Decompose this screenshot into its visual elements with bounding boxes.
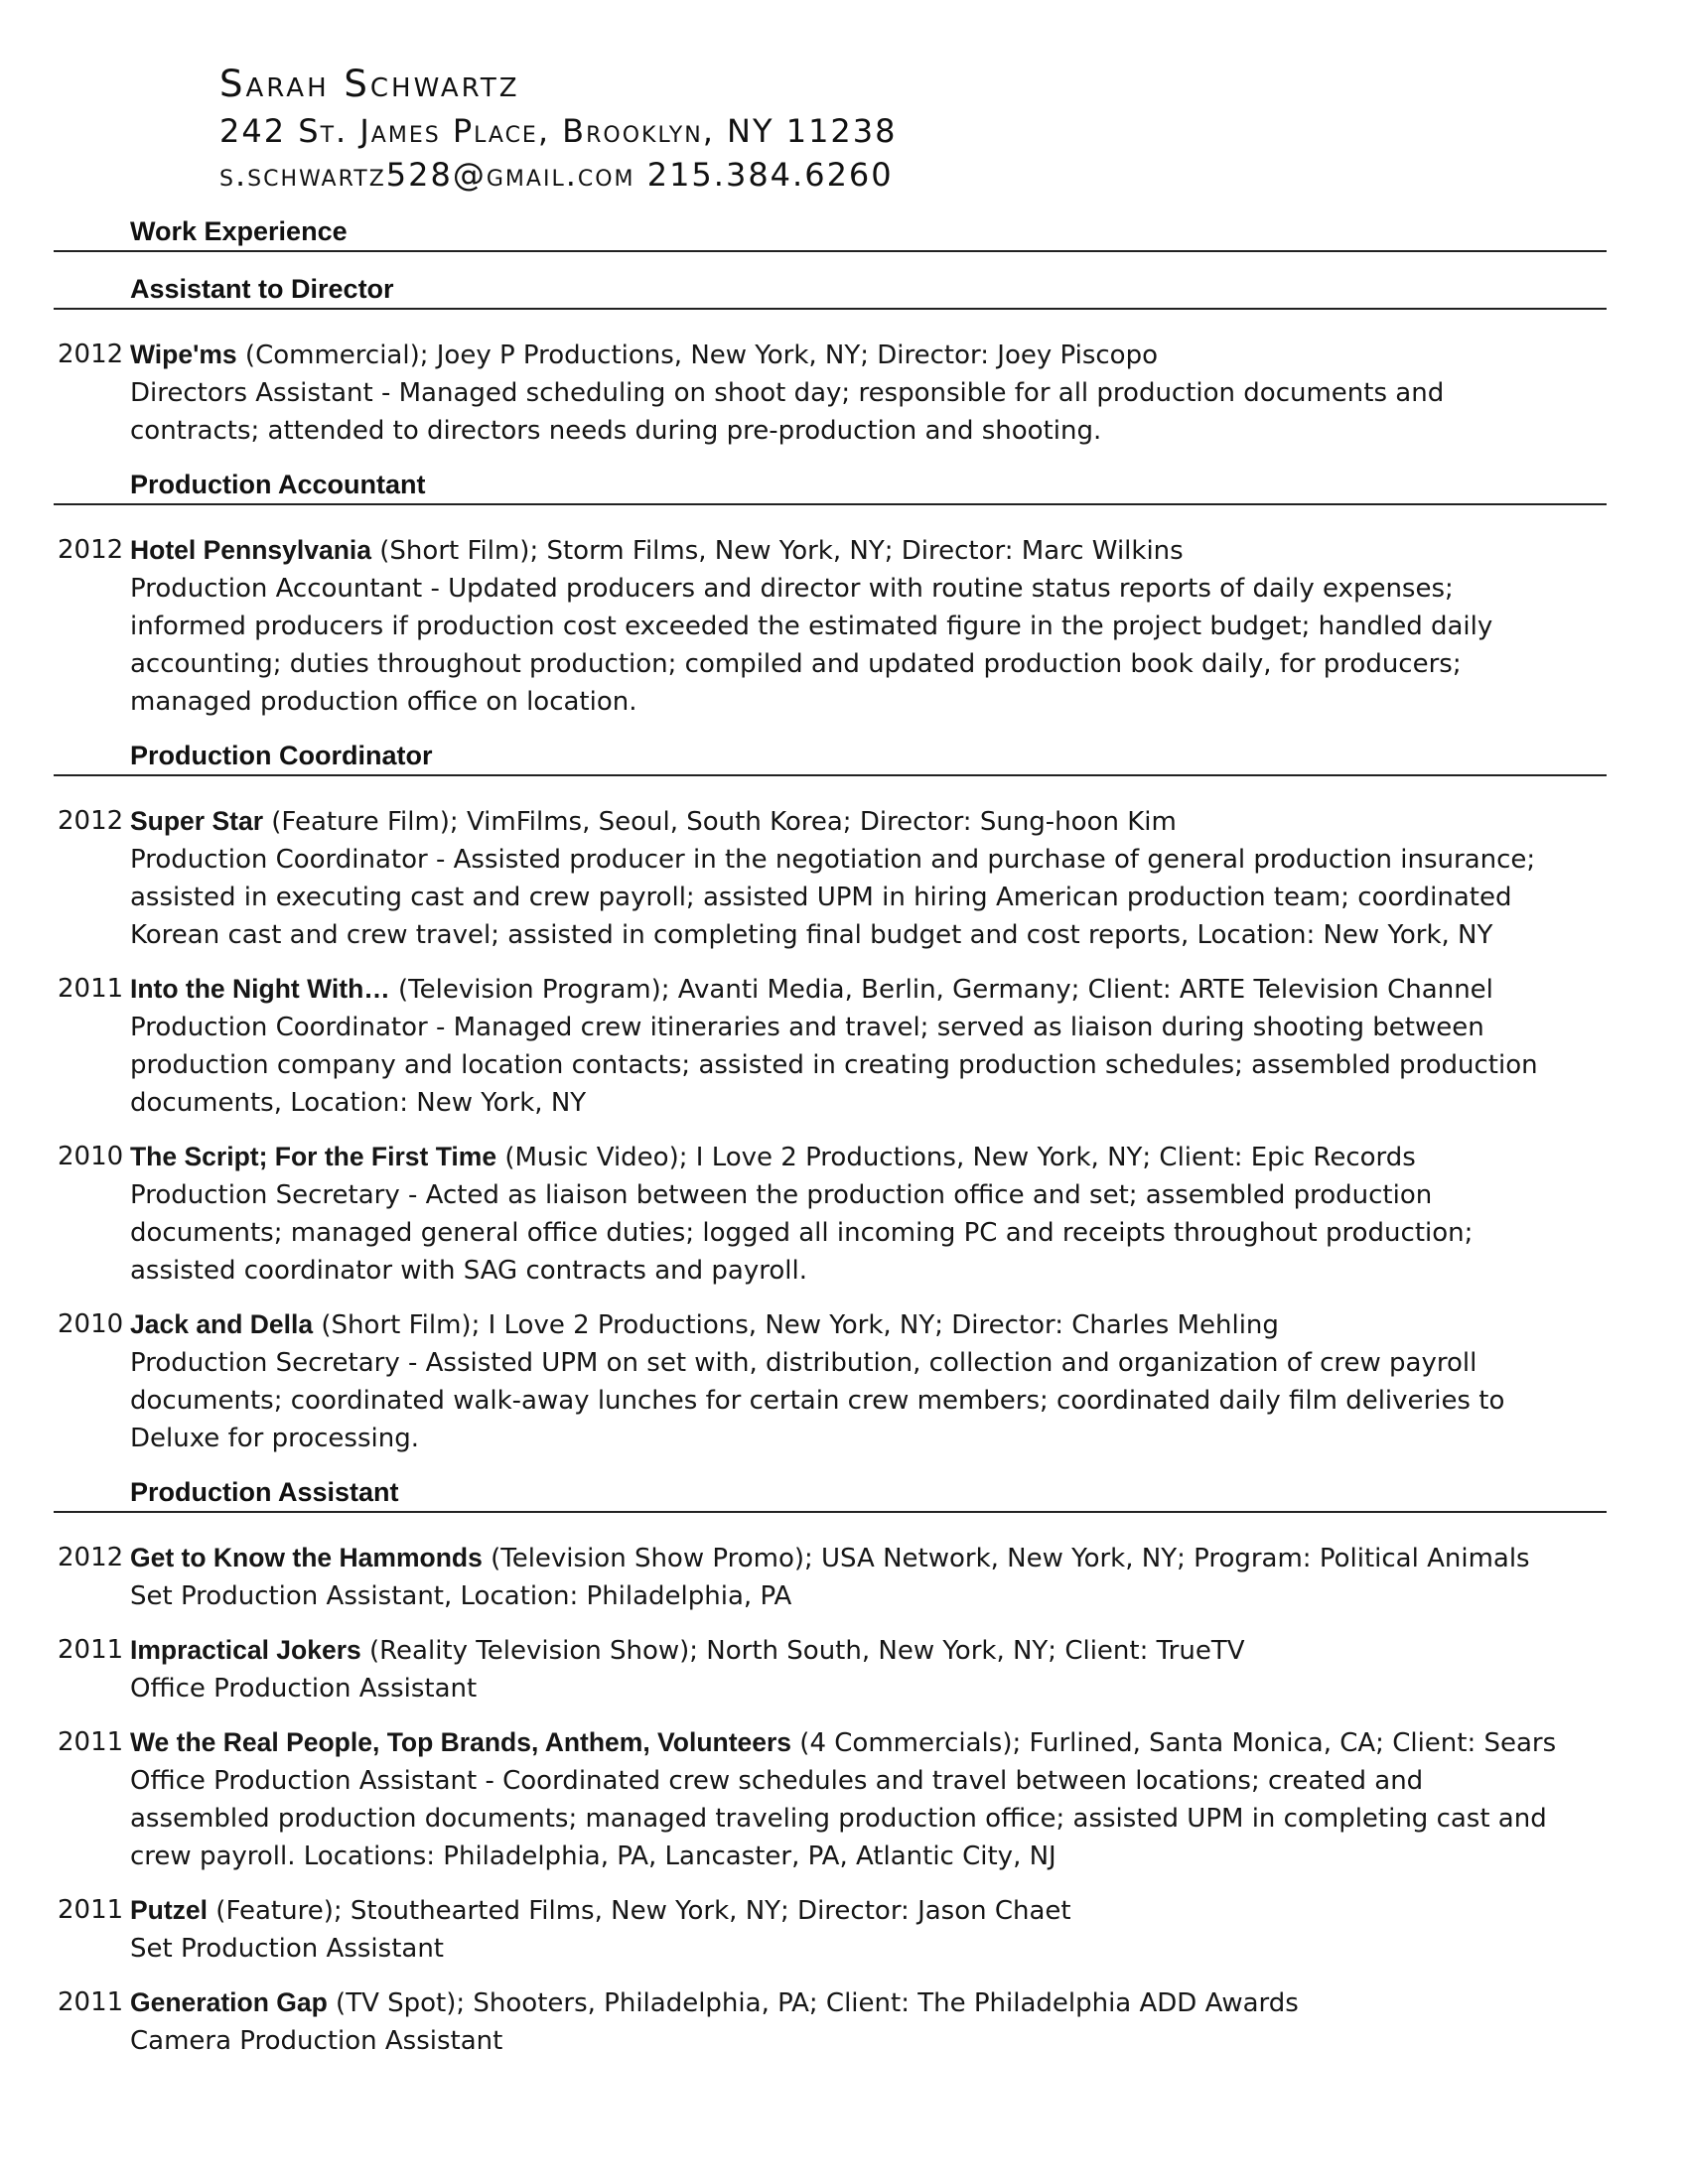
- entry-heading: [130, 1723, 1607, 1762]
- entry-heading: [130, 1631, 1607, 1670]
- entry-description-line: managed production office on location.: [130, 687, 637, 717]
- entry-year: 2011: [58, 1895, 124, 1925]
- project-details: (Short Film); I Love 2 Productions, New York, NY; Director: Charles Mehling: [313, 1310, 1279, 1340]
- project-details: (Television Program); Avanti Media, Berlin, Germany; Client: ARTE Television Channel: [389, 975, 1493, 1005]
- entry: [54, 1138, 1607, 1290]
- divider: [54, 1511, 1607, 1513]
- entry-description-line: Directors Assistant - Managed scheduling on shoot day; responsible for all production documents and: [130, 378, 1445, 408]
- project-details: (Television Show Promo); USA Network, New York, NY; Program: Political Animals: [482, 1544, 1530, 1573]
- entry-description-line: informed producers if production cost exceeded the estimated figure in the project budget; handled daily: [130, 612, 1493, 641]
- project-details: (Feature); Stouthearted Films, New York, NY; Director: Jason Chaet: [208, 1896, 1071, 1926]
- email-phone: s.schwartz528@gmail.com 215.384.6260: [219, 156, 894, 194]
- entry-description-line: Set Production Assistant: [130, 1934, 444, 1964]
- address: 242 St. James Place, Brooklyn, NY 11238: [219, 112, 898, 150]
- entry-year: 2012: [58, 340, 124, 369]
- entry-description-line: Production Secretary - Acted as liaison between the production office and set; assembled production: [130, 1180, 1433, 1210]
- entry-year: 2012: [58, 1543, 124, 1572]
- project-details: (Feature Film); VimFilms, Seoul, South Korea; Director: Sung-hoon Kim: [263, 807, 1177, 837]
- entry-description-line: Production Accountant - Updated producers and director with routine status reports of daily expenses;: [130, 574, 1454, 604]
- entry-year: 2010: [58, 1142, 124, 1171]
- entry-description-line: Production Secretary - Assisted UPM on set with, distribution, collection and organization of crew payroll: [130, 1348, 1477, 1378]
- entry-description-line: assisted in executing cast and crew payroll; assisted UPM in hiring American production team; coordinated: [130, 883, 1512, 912]
- project-title: The Script; For the First Time: [130, 1142, 497, 1171]
- entry-description-line: Camera Production Assistant: [130, 2026, 503, 2056]
- entry-year: 2010: [58, 1309, 124, 1339]
- project-title: Wipe'ms: [130, 340, 237, 369]
- entry-description-line: assembled production documents; managed traveling production office; assisted UPM in completing cast and: [130, 1804, 1547, 1834]
- entry-description-line: Office Production Assistant - Coordinated crew schedules and travel between locations; created and: [130, 1766, 1424, 1796]
- project-title: We the Real People, Top Brands, Anthem, Volunteers: [130, 1727, 792, 1757]
- entry-heading: [130, 1138, 1607, 1176]
- resume-body: [54, 212, 1607, 2076]
- project-title: Get to Know the Hammonds: [130, 1543, 483, 1572]
- project-title: Impractical Jokers: [130, 1635, 361, 1665]
- entry-heading: [130, 1983, 1607, 2022]
- entry-description-line: documents; coordinated walk-away lunches for certain crew members; coordinated daily film deliveries to: [130, 1386, 1505, 1416]
- project-details: (Short Film); Storm Films, New York, NY; Director: Marc Wilkins: [371, 536, 1184, 566]
- entry-heading: [130, 802, 1607, 841]
- divider: [54, 503, 1607, 505]
- entry-heading: [130, 1305, 1607, 1344]
- divider: [54, 250, 1607, 252]
- project-title: Jack and Della: [130, 1309, 314, 1339]
- project-details: (4 Commercials); Furlined, Santa Monica, CA; Client: Sears: [791, 1728, 1557, 1758]
- entry: [54, 336, 1607, 450]
- entry: [54, 1539, 1607, 1615]
- section-title-assistant-to-director: Assistant to Director: [130, 274, 394, 304]
- entry-description-line: assisted coordinator with SAG contracts and payroll.: [130, 1256, 807, 1286]
- section-title-production-accountant: Production Accountant: [130, 470, 426, 499]
- divider: [54, 308, 1607, 310]
- entry-description-line: Set Production Assistant, Location: Philadelphia, PA: [130, 1581, 792, 1611]
- entry-heading: [130, 336, 1607, 374]
- entry-heading: [130, 1539, 1607, 1577]
- project-title: Hotel Pennsylvania: [130, 535, 372, 565]
- entry-description-line: documents; managed general office duties; logged all incoming PC and receipts throughout production;: [130, 1218, 1474, 1248]
- entry-description-line: accounting; duties throughout production; compiled and updated production book daily, for producers;: [130, 649, 1462, 679]
- section-title-production-assistant: Production Assistant: [130, 1477, 399, 1507]
- project-title: Into the Night With…: [130, 974, 390, 1004]
- entry-description-line: Deluxe for processing.: [130, 1424, 419, 1453]
- candidate-name: Sarah Schwartz: [219, 63, 520, 105]
- project-title: Super Star: [130, 806, 264, 836]
- entry-description-line: Korean cast and crew travel; assisted in completing final budget and cost reports, Location: New York, NY: [130, 920, 1493, 950]
- entry-description-line: Production Coordinator - Managed crew itineraries and travel; served as liaison during shooting between: [130, 1013, 1484, 1042]
- entry-description-line: Office Production Assistant: [130, 1674, 478, 1704]
- entry-year: 2011: [58, 974, 124, 1004]
- project-title: Putzel: [130, 1895, 209, 1925]
- entry: [54, 1631, 1607, 1707]
- entry-year: 2011: [58, 1987, 124, 2017]
- entry-description-line: contracts; attended to directors needs during pre-production and shooting.: [130, 416, 1102, 446]
- entry-heading: [130, 1891, 1607, 1930]
- entry-heading: [130, 970, 1607, 1009]
- entry-year: 2012: [58, 535, 124, 565]
- project-title: Generation Gap: [130, 1987, 328, 2017]
- project-details: (Reality Television Show); North South, New York, NY; Client: TrueTV: [360, 1636, 1245, 1666]
- entry-heading: [130, 531, 1607, 570]
- entry: [54, 802, 1607, 954]
- section-title-production-coordinator: Production Coordinator: [130, 741, 433, 770]
- entry-description-line: production company and location contacts; assisted in creating production schedules; assembled production: [130, 1050, 1538, 1080]
- entry-description-line: documents, Location: New York, NY: [130, 1088, 587, 1118]
- entry-year: 2012: [58, 806, 124, 836]
- entry: [54, 1723, 1607, 1875]
- entry-year: 2011: [58, 1635, 124, 1665]
- project-details: (Commercial); Joey P Productions, New York, NY; Director: Joey Piscopo: [236, 341, 1158, 370]
- entry: [54, 531, 1607, 721]
- entry-year: 2011: [58, 1727, 124, 1757]
- entry: [54, 1305, 1607, 1457]
- entry: [54, 970, 1607, 1122]
- entry: [54, 1891, 1607, 1968]
- project-details: (TV Spot); Shooters, Philadelphia, PA; Client: The Philadelphia ADD Awards: [327, 1988, 1299, 2018]
- entry-description-line: crew payroll. Locations: Philadelphia, PA, Lancaster, PA, Atlantic City, NJ: [130, 1842, 1056, 1871]
- entry-description-line: Production Coordinator - Assisted producer in the negotiation and purchase of general production insurance;: [130, 845, 1536, 875]
- divider: [54, 774, 1607, 776]
- section-title-work-experience: Work Experience: [130, 216, 348, 246]
- resume-header: [219, 60, 898, 197]
- entry: [54, 1983, 1607, 2060]
- project-details: (Music Video); I Love 2 Productions, New York, NY; Client: Epic Records: [496, 1143, 1416, 1172]
